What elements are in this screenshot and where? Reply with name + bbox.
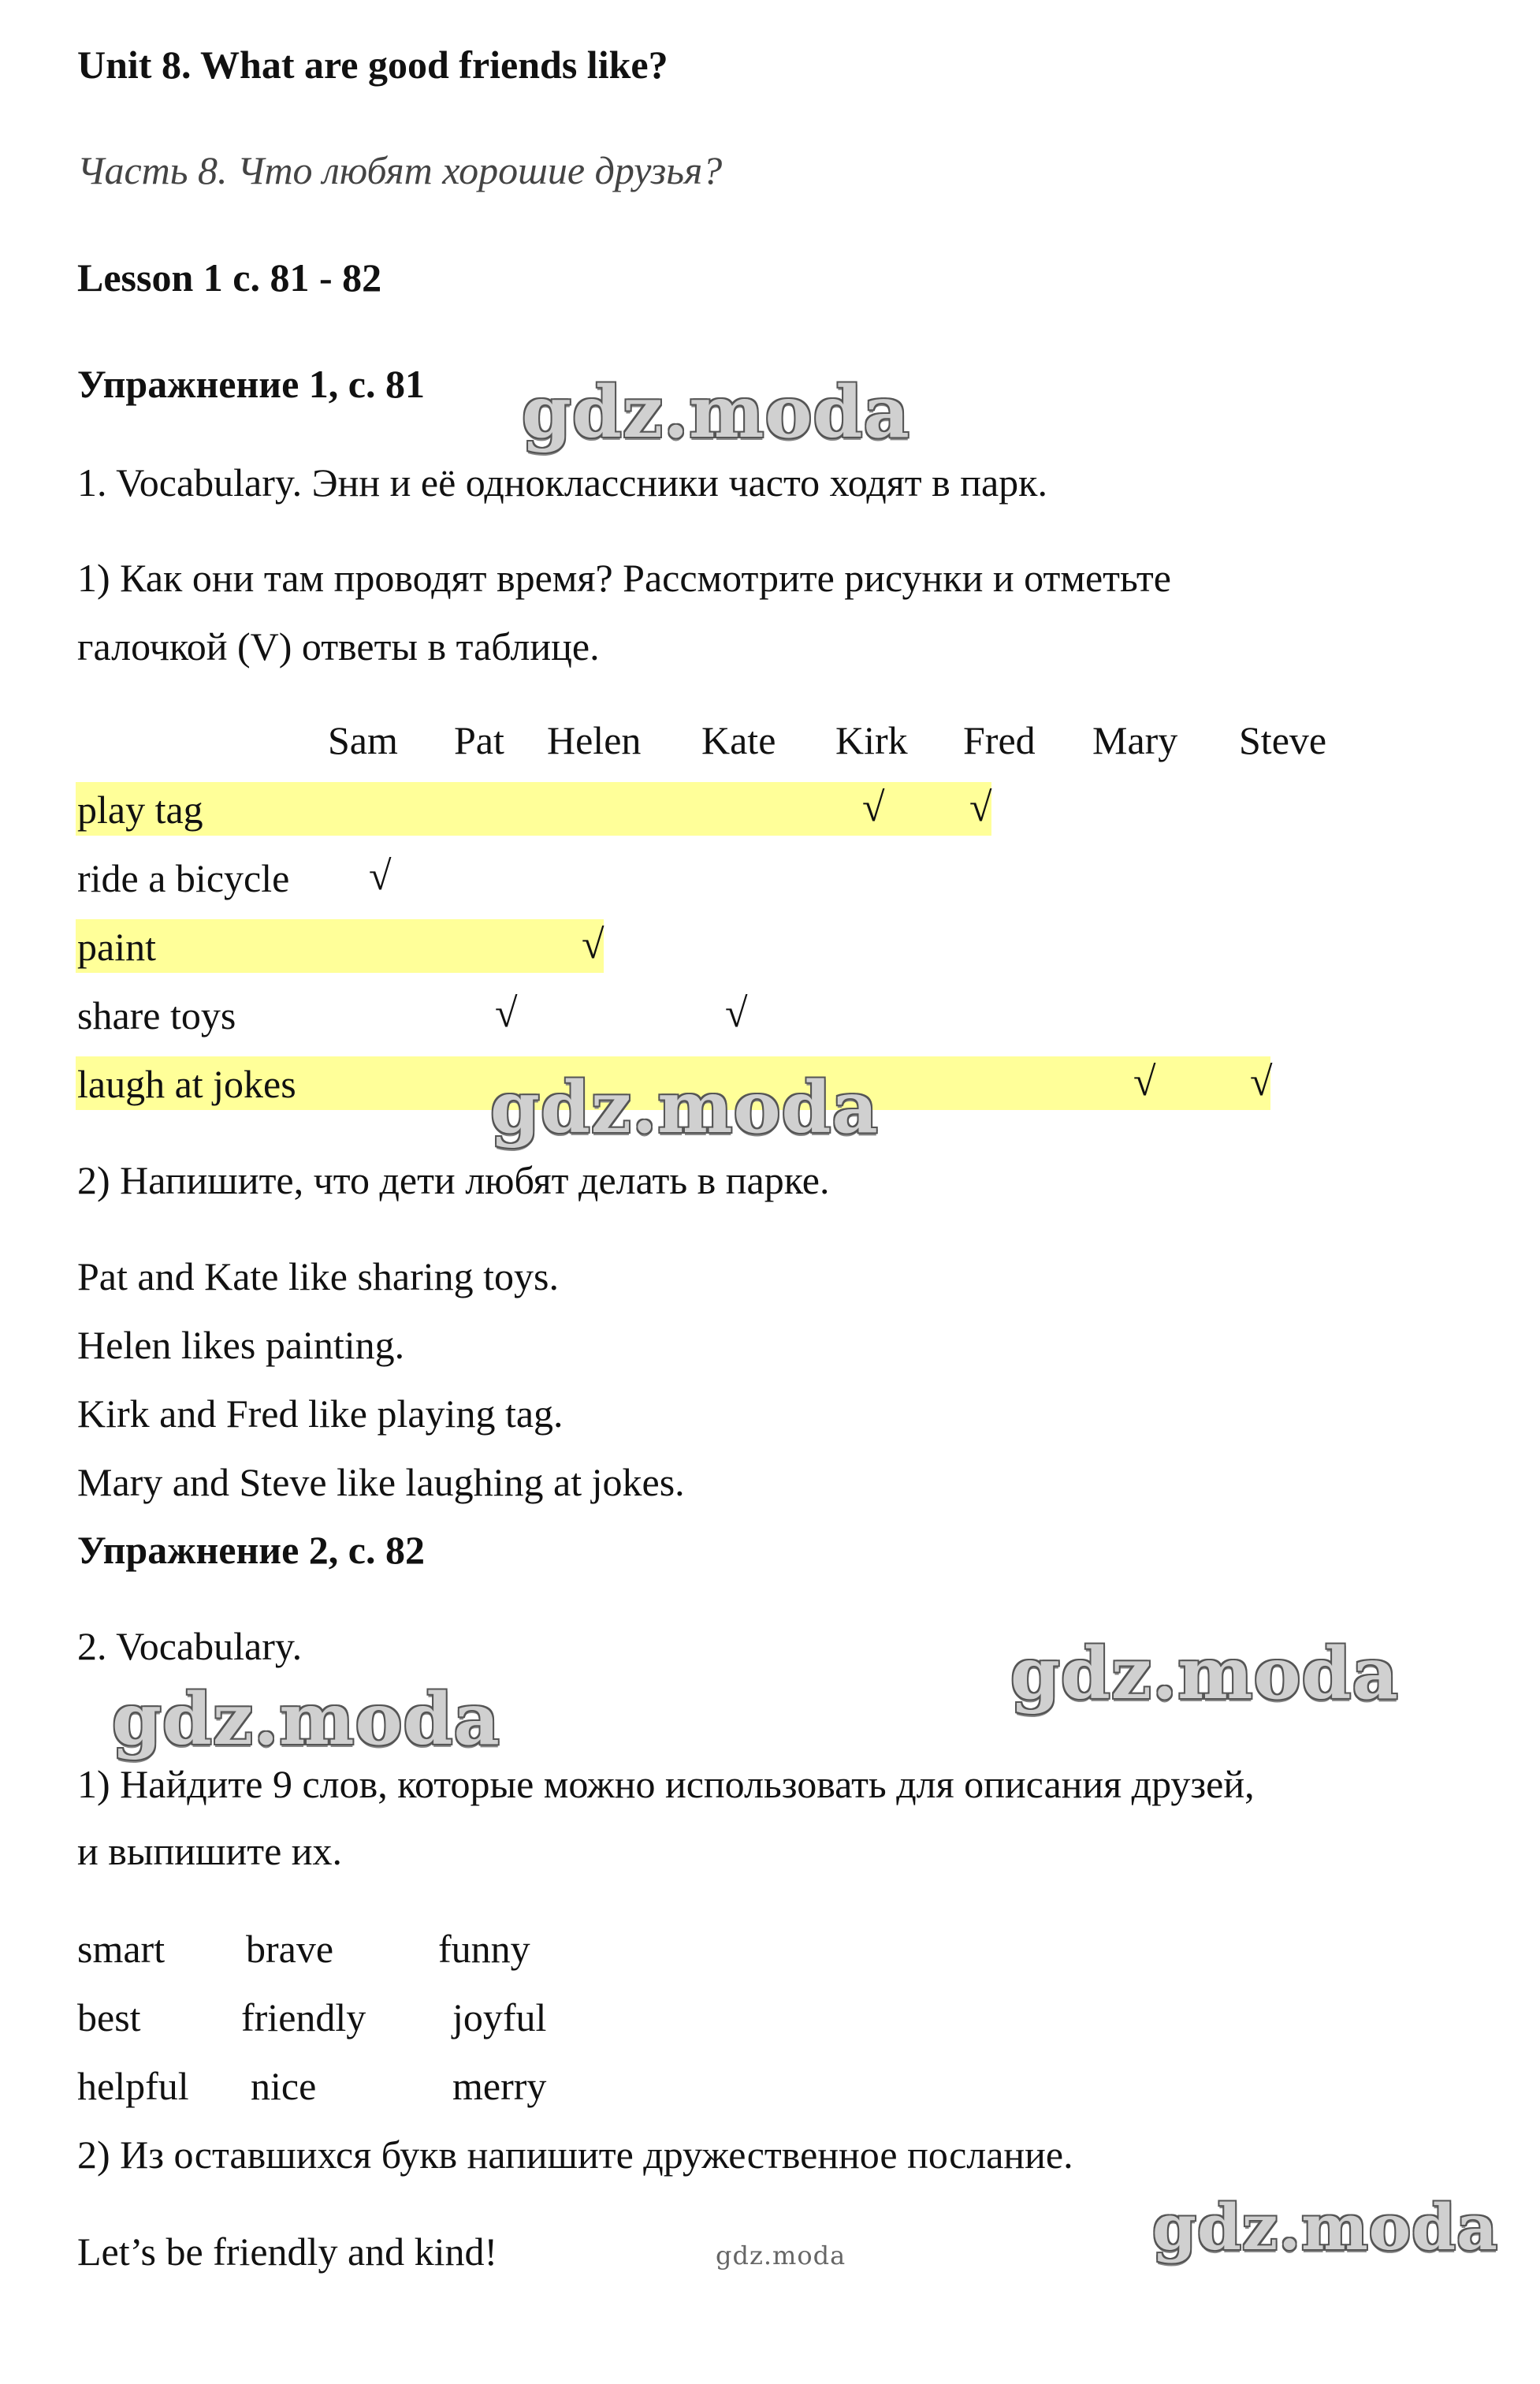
check-mark: √	[1250, 1060, 1273, 1104]
lesson-title: Lesson 1 с. 81 - 82	[77, 255, 382, 300]
check-mark: √	[582, 922, 604, 967]
unit-title: Unit 8. What are good friends like?	[77, 43, 668, 87]
watermark-small: gdz.moda	[716, 2241, 846, 2270]
check-mark: √	[725, 991, 748, 1036]
word: nice	[251, 2064, 317, 2108]
watermark: gdz.moda	[112, 1678, 500, 1761]
word: helpful	[77, 2064, 189, 2108]
unit-subtitle: Часть 8. Что любят хорошие друзья?	[77, 148, 723, 192]
check-mark: √	[369, 854, 392, 899]
column-header: Kirk	[835, 718, 908, 762]
exercise2-heading: Упражнение 2, с. 82	[77, 1528, 425, 1572]
watermark: gdz.moda	[1152, 2190, 1498, 2264]
word: brave	[246, 1927, 334, 1971]
watermark: gdz.moda	[522, 371, 910, 454]
answer-line: Helen likes painting.	[77, 1323, 405, 1367]
exercise2-task1-line2: и выпишите их.	[77, 1829, 343, 1873]
answer-line: Mary and Steve like laughing at jokes.	[77, 1460, 685, 1504]
row-highlight	[76, 782, 991, 836]
activity-label: laugh at jokes	[77, 1062, 296, 1106]
exercise1-task1-line2: галочкой (V) ответы в таблице.	[77, 624, 600, 669]
word: best	[77, 1995, 141, 2039]
check-mark: √	[969, 785, 992, 830]
exercise1-task2: 2) Напишите, что дети любят делать в парке.	[77, 1158, 830, 1202]
word: funny	[438, 1927, 530, 1971]
exercise2-intro: 2. Vocabulary.	[77, 1624, 303, 1668]
column-header: Sam	[328, 718, 398, 762]
word: friendly	[241, 1995, 366, 2039]
check-mark: √	[862, 785, 885, 830]
activity-label: ride a bicycle	[77, 856, 290, 900]
column-header: Pat	[454, 718, 504, 762]
check-mark: √	[495, 991, 518, 1036]
watermark: gdz.moda	[1010, 1632, 1399, 1715]
answer-line: Kirk and Fred like playing tag.	[77, 1391, 564, 1436]
word: joyful	[452, 1995, 547, 2039]
column-header: Kate	[701, 718, 776, 762]
check-mark: √	[1133, 1060, 1156, 1104]
exercise1-task1-line1: 1) Как они там проводят время? Рассмотрите рисунки и отметьте	[77, 556, 1171, 600]
activity-label: play tag	[77, 788, 203, 832]
exercise1-intro: 1. Vocabulary. Энн и её одноклассники часто ходят в парк.	[77, 460, 1047, 505]
word: smart	[77, 1927, 166, 1971]
answer-line: Pat and Kate like sharing toys.	[77, 1254, 559, 1298]
activity-label: paint	[77, 925, 156, 969]
column-header: Fred	[963, 718, 1036, 762]
column-header: Helen	[547, 718, 642, 762]
column-header: Steve	[1239, 718, 1327, 762]
activity-label: share toys	[77, 993, 236, 1037]
word: merry	[452, 2064, 547, 2108]
watermark: gdz.moda	[490, 1066, 879, 1149]
exercise1-heading: Упражнение 1, с. 81	[77, 362, 425, 406]
exercise2-task2: 2) Из оставшихся букв напишите дружественное послание.	[77, 2133, 1073, 2177]
exercise2-task1-line1: 1) Найдите 9 слов, которые можно использовать для описания друзей,	[77, 1762, 1255, 1806]
column-header: Mary	[1092, 718, 1178, 762]
exercise2-answer: Let’s be friendly and kind!	[77, 2229, 498, 2274]
